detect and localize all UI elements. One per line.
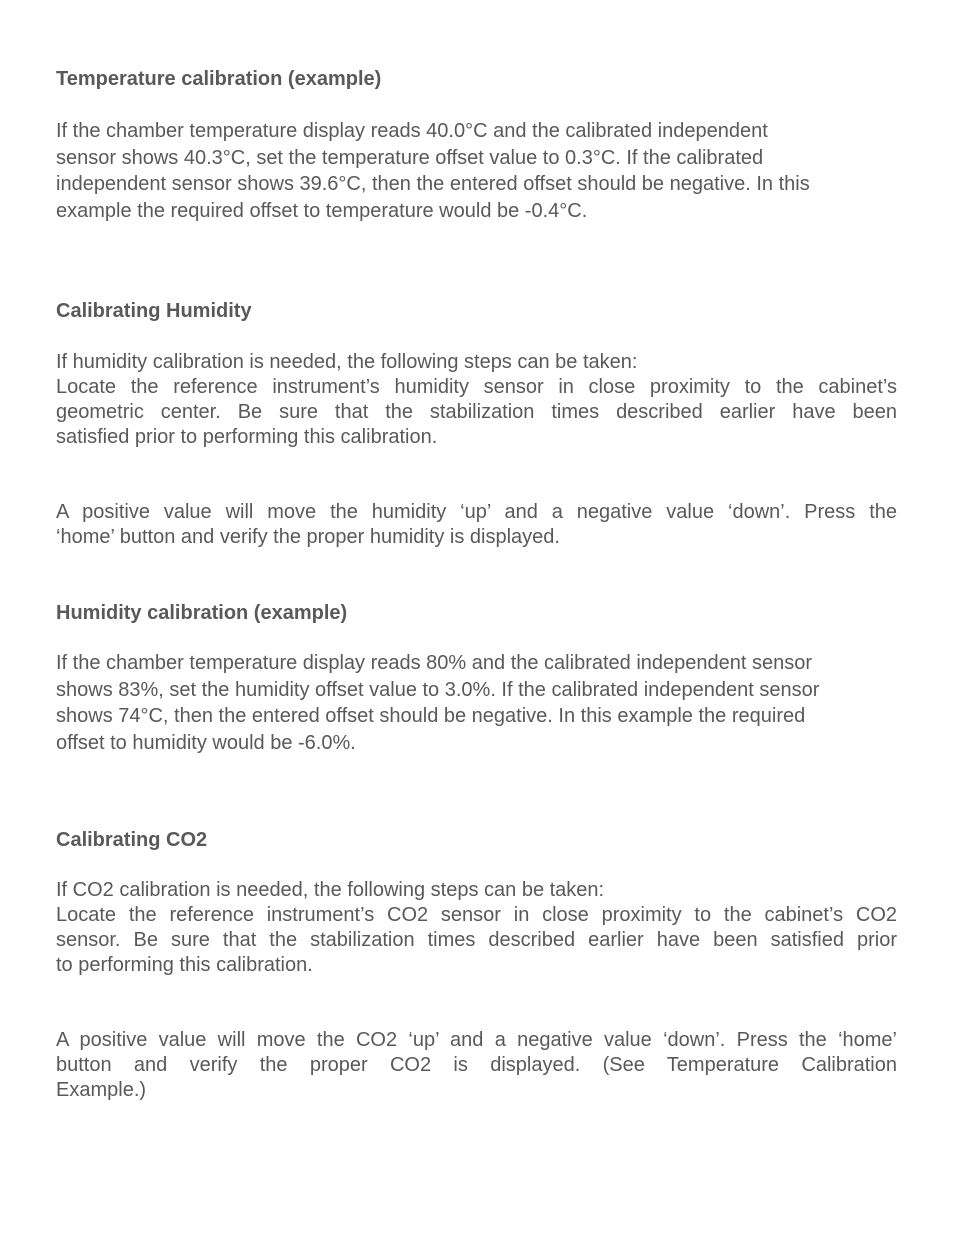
paragraph-line: Locate the reference instrument’s humidity sensor in close proximity to the cabinet’s [56, 376, 897, 398]
paragraph-line: shows 83%, set the humidity offset value to 3.0%. If the calibrated independent sensor [56, 678, 820, 701]
paragraph-line: button and verify the proper CO2 is displayed. (See Temperature Calibration [56, 1054, 897, 1076]
paragraph-line: If the chamber temperature display reads 80% and the calibrated independent sensor [56, 652, 813, 674]
paragraph-line: to performing this calibration. [56, 954, 313, 976]
humidity-example-paragraph [56, 650, 898, 756]
humidity-note-paragraph [56, 500, 897, 550]
paragraph-line: If the chamber temperature display reads 40.0°C and the calibrated independent [56, 120, 768, 142]
paragraph-line: shows 74°C, then the entered offset should be negative. In this example the required [56, 705, 806, 727]
humidity-example-heading: Humidity calibration (example) [56, 602, 348, 624]
paragraph-line: Locate the reference instrument’s CO2 sensor in close proximity to the cabinet’s CO2 [56, 904, 897, 926]
humidity-steps-paragraph [56, 350, 897, 450]
paragraph-line: ‘home’ button and verify the proper humidity is displayed. [56, 526, 560, 548]
paragraph-line: A positive value will move the humidity ‘up’ and a negative value ‘down’. Press the [56, 501, 897, 523]
paragraph-line: independent sensor shows 39.6°C, then the entered offset should be negative. In this [56, 173, 810, 195]
paragraph-line: geometric center. Be sure that the stabilization times described earlier have been [56, 401, 897, 423]
calibrating-humidity-heading: Calibrating Humidity [56, 300, 252, 322]
paragraph-line: Example.) [56, 1079, 147, 1101]
paragraph-line: sensor. Be sure that the stabilization times described earlier have been satisfied prior [56, 929, 897, 951]
co2-note-paragraph [56, 1028, 897, 1103]
paragraph-line: satisfied prior to performing this calibration. [56, 426, 438, 448]
paragraph-line: If humidity calibration is needed, the following steps can be taken: [56, 351, 638, 373]
paragraph-line: sensor shows 40.3°C, set the temperature offset value to 0.3°C. If the calibrated [56, 146, 764, 169]
calibrating-co2-heading: Calibrating CO2 [56, 829, 208, 851]
paragraph-line: A positive value will move the CO2 ‘up’ and a negative value ‘down’. Press the ‘home’ [56, 1029, 897, 1051]
temperature-example-paragraph [56, 118, 898, 224]
paragraph-line: example the required offset to temperature would be -0.4°C. [56, 199, 588, 222]
temperature-example-heading: Temperature calibration (example) [56, 68, 382, 90]
co2-steps-paragraph [56, 878, 897, 978]
paragraph-line: offset to humidity would be -6.0%. [56, 731, 356, 754]
paragraph-line: If CO2 calibration is needed, the following steps can be taken: [56, 879, 605, 901]
